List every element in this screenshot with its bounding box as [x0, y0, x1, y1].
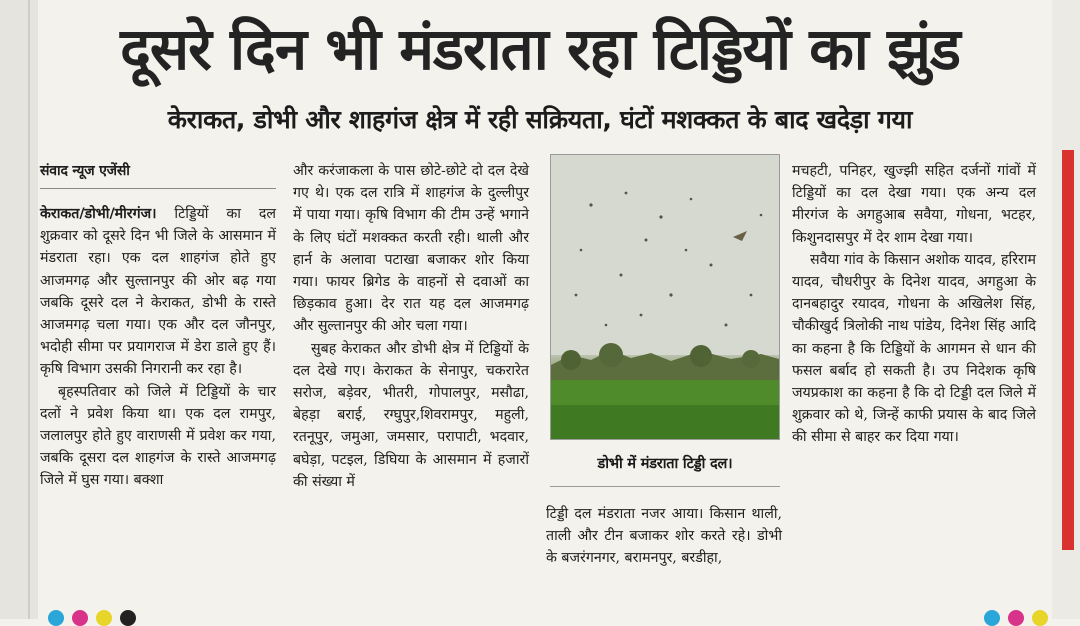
tree [742, 350, 760, 368]
article-column-1 [40, 160, 276, 492]
paragraph: और करंजाकला के पास छोटे-छोटे दो दल देखे गए थे। एक दल रात्रि में शाहगंज के दुल्लीपुर में पाया गया। कृषि विभाग की टीम उन्हें भगाने के लिए घंटों मशक्कत करती रही। थाली और हार्न के अलावा पटाखा बजाकर शोर किया गया। फायर ब्रिगेड के वाहनों से दवाओं का छिड़काव हुआ। देर रात यह दल आजमगढ़ और सुल्तानपुर की ओर चला गया। [293, 163, 529, 335]
article-column-3 [546, 503, 782, 570]
magenta-dot [72, 610, 88, 626]
headline: दूसरे दिन भी मंडराता रहा टिड्डियों का झुंड [120, 15, 960, 83]
tree [561, 350, 581, 370]
magenta-dot [1008, 610, 1024, 626]
subheadline: केराकत, डोभी और शाहगंज क्षेत्र में रही सक्रियता, घंटों मशक्कत के बाद खदेड़ा गया [167, 105, 913, 134]
crop-field-foreground [551, 405, 779, 439]
cyan-dot [48, 610, 64, 626]
tree [690, 345, 712, 367]
paragraph: बृहस्पतिवार को जिले में टिड्डियों के चार दलों ने प्रवेश किया था। एक दल रामपुर, जलालपुर होते हुए वाराणसी में प्रवेश कर गया, जबकि दूसरा दल शाहगंज के रास्ते आजमगढ़ जिले में घुस गया। बक्शा [40, 383, 276, 489]
color-registration-marks [38, 606, 1052, 619]
paragraph [40, 203, 276, 381]
yellow-dot [96, 610, 112, 626]
photo-caption: डोभी में मंडराता टिड्डी दल। [597, 456, 733, 472]
paragraph: सुबह केराकत और डोभी क्षेत्र में टिड्डियों के दल देखे गए। केराकत के सेनापुर, चकरारेत सरोज, बड़ेवर, भीतरी, गोपालपुर, मसौढा, बेहड़ा बराई, रग्घुपुर,शिवरामपुर, महुली, रतनूपुर, जमुआ, जमसार, परापाटी, भदवार, बघेड़ा, पटइल, डिघिया के आसमान में हजारों की संख्या में [293, 340, 529, 490]
paragraph: सवैया गांव के किसान अशोक यादव, हरिराम यादव, चौधरीपुर के दिनेश यादव, अगहुआ के दानबहादुर रयादव, गोधना के अखिलेश सिंह, चौकीखुर्द त्रिलोकी नाथ पांडेय, दिनेश सिंह आदि का कहना है कि टिड्डियों के आगमन से धान की फसल बर्बाद हो सकती है। उप निदेशक कृषि जयप्रकाश का कहना है कि दो टिड्डी दल जिले में शुक्रवार को थे, जिन्हें काफी प्रयास के बाद जिले की सीमा से बाहर कर दिया गया। [792, 251, 1036, 446]
paragraph: टिड्डी दल मंडराता नजर आया। किसान थाली, ताली और टीन बजाकर शोर करते रहे। डोभी के बजरंगनगर, बरामनपुर, बरडीहा, [546, 506, 782, 567]
paragraph-text: टिड्डियों का दल शुक्रवार को दूसरे दिन भी जिले के आसमान में मंडराता रहा। एक दल शाहगंज होते हुए आजमगढ़ और सुल्तानपुर की ओर बढ़ गया जबकि दूसरे दल ने केराकत, डोभी के रास्ते आजमगढ़ चला गया। एक और दल जौनपुर, भदोही सीमा पर प्रयागराज में डेरा डाले हुए हैं। कृषि विभाग उसकी निगरानी कर रहा है। [40, 206, 276, 378]
yellow-dot [1032, 610, 1048, 626]
article-column-4 [792, 160, 1036, 449]
dateline: केराकत/डोभी/मीरगंज। [40, 206, 157, 222]
gutter-line [28, 0, 30, 619]
caption-divider [550, 486, 780, 487]
article-column-2 [293, 160, 529, 493]
paragraph: मचहटी, पनिहर, खुज्झी सहित दर्जनों गांवों में टिड्डियों का दल देखा गया। एक अन्य दल मीरगंज के अगहुआब सवैया, गोधना, भटहर, किशुनदासपुर में देर शाम देखा गया। [792, 163, 1036, 246]
red-margin-strip [1062, 150, 1074, 550]
sky [551, 155, 779, 355]
cyan-dot [984, 610, 1000, 626]
tree [599, 343, 623, 367]
left-page-gutter [0, 0, 38, 619]
locust-swarm-photo [550, 154, 780, 440]
photo-illustration [551, 155, 779, 439]
black-dot [120, 610, 136, 626]
byline: संवाद न्यूज एजेंसी [40, 160, 276, 189]
